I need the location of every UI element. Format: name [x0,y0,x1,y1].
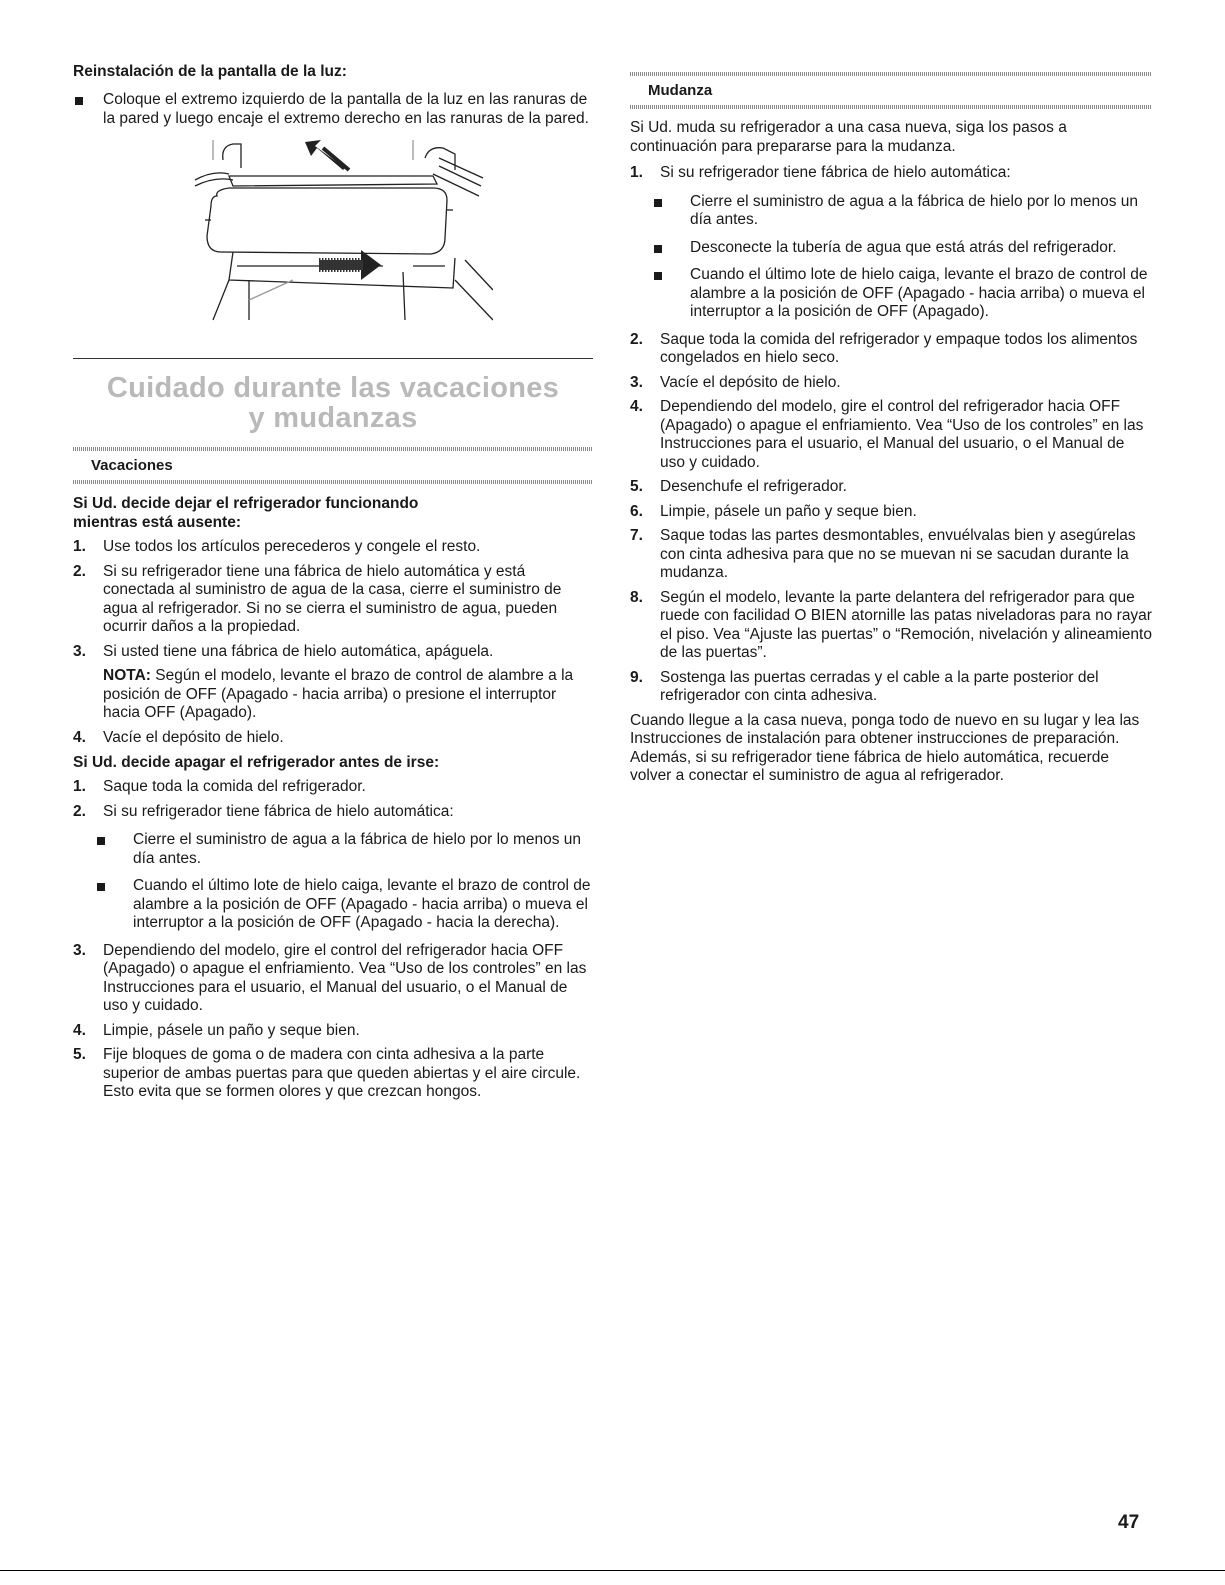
moving-closing: Cuando llegue a la casa nueva, ponga todo de nuevo en su lugar y lea las Instrucciones de instalación para obtener instrucciones de preparación. Además, si su refrigerador tiene fábrica de hielo automática, recuerde volver a conectar el suministro de agua al refrigerador. [630,711,1140,784]
arrow-up-left-icon [305,140,349,170]
note [73,667,593,723]
list-item: 6. Limpie, pásele un paño y seque bien. [630,502,917,520]
moving-heading: Mudanza [648,82,713,99]
vacations-heading: Vacaciones [91,457,173,474]
section-title [73,373,593,433]
section-title-line-2: y mudanzas [248,402,418,434]
sub-bullet: Cuando el último lote de hielo caiga, levante el brazo de control de alambre a la posición de OFF (Apagado - hacia arriba) o mueva el interruptor a la posición de OFF (Apagado). [630,266,1152,322]
list-item: 5. Fije bloques de goma o de madera con cinta adhesiva a la parte superior de ambas puertas para que queden abiertas y el aire circule. Esto evita que se formen olores y que crezcan hongos. [73,1046,581,1100]
list-item: 3. Dependiendo del modelo, gire el control del refrigerador hacia OFF (Apagado) o apague el enfriamiento. Vea “Uso de los controles” en las Instrucciones para el usuario, el Manual del usuario, o el Manual de uso y cuidado. [73,941,587,1014]
section-title-line-1: Cuidado durante las vacaciones [106,372,560,404]
list-item: 3. Vacíe el depósito de hielo. [630,373,841,391]
hatch-rule-bottom [73,480,593,484]
light-shield-illustration [193,140,493,340]
moving-intro: Si Ud. muda su refrigerador a una casa nueva, siga los pasos a continuación para prepararse para la mudanza. [630,119,1067,155]
note-label: NOTA: [103,667,151,684]
running-heading: Si Ud. decide dejar el refrigerador funcionando mientras está ausente: [73,495,419,531]
vacations-bar [73,447,593,484]
list-item: 1. Saque toda la comida del refrigerador. [73,778,366,795]
right-column [630,72,1152,786]
off-heading: Si Ud. decide apagar el refrigerador antes de irse: [73,754,440,771]
arrow-right-icon [319,250,381,280]
sub-bullet: Cuando el último lote de hielo caiga, levante el brazo de control de alambre a la posición de OFF (Apagado - hacia arriba) o mueva el interruptor a la posición de OFF (Apagado - hacia la derecha). [73,877,593,933]
moving-bar [630,72,1152,109]
section-divider [73,358,593,359]
list-item: 4. Limpie, pásele un paño y seque bien. [73,1021,360,1039]
list-item: 7. Saque todas las partes desmontables, envuélvalas bien y asegúrelas con cinta adhesiva para que no se muevan ni se sacudan durante la mudanza. [630,527,1136,581]
light-shield-instruction: Coloque el extremo izquierdo de la pantalla de la luz en las ranuras de la pared y luego encaje el extremo derecho en las ranuras de la pared. [73,91,593,128]
list-item: 2. Si su refrigerador tiene una fábrica de hielo automática y está conectada al suministro de agua de la casa, cierre el suministro de agua al refrigerador. Si no se cierra el suministro de agua, pueden ocurrir daños a la propiedad. [73,562,562,635]
list-item: 5. Desenchufe el refrigerador. [630,478,847,495]
list-item: 1. Si su refrigerador tiene fábrica de hielo automática: [630,164,1011,181]
list-item: 9. Sostenga las puertas cerradas y el cable a la parte posterior del refrigerador con cinta adhesiva. [630,668,1099,704]
page-number: 47 [1118,1512,1140,1533]
sub-bullet: Cierre el suministro de agua a la fábrica de hielo por lo menos un día antes. [630,193,1152,230]
list-item: 4. Dependiendo del modelo, gire el control del refrigerador hacia OFF (Apagado) o apague el enfriamiento. Vea “Uso de los controles” en las Instrucciones para el usuario, el Manual del usuario, o el Manual de uso y cuidado. [630,398,1144,471]
hatch-rule-bottom [630,105,1152,109]
list-item: 1. Use todos los artículos perecederos y congele el resto. [73,538,481,555]
list-item: 2. Si su refrigerador tiene fábrica de hielo automática: [73,802,454,820]
sub-bullet: Desconecte la tubería de agua que está atrás del refrigerador. [630,239,1152,258]
light-shield-heading: Reinstalación de la pantalla de la luz: [73,63,347,80]
bottom-rule [0,1570,1225,1571]
list-item: 3. Si usted tiene una fábrica de hielo automática, apáguela. [73,642,494,660]
list-item: 2. Saque toda la comida del refrigerador y empaque todos los alimentos congelados en hielo seco. [630,330,1138,366]
list-item: 4. Vacíe el depósito de hielo. [73,728,284,746]
sub-bullet: Cierre el suministro de agua a la fábrica de hielo por lo menos un día antes. [73,831,593,868]
note-text: Según el modelo, levante el brazo de control de alambre a la posición de OFF (Apagado - hacia arriba) o presione el interruptor hacia OFF (Apagado). [103,667,574,721]
list-item: 8. Según el modelo, levante la parte delantera del refrigerador para que ruede con facilidad O BIEN atornille las patas niveladoras para no rayar el piso. Vea “Ajuste las puertas” o “Remoción, nivelación y alineamiento de las puertas”. [630,588,1152,661]
left-column [73,62,593,1108]
